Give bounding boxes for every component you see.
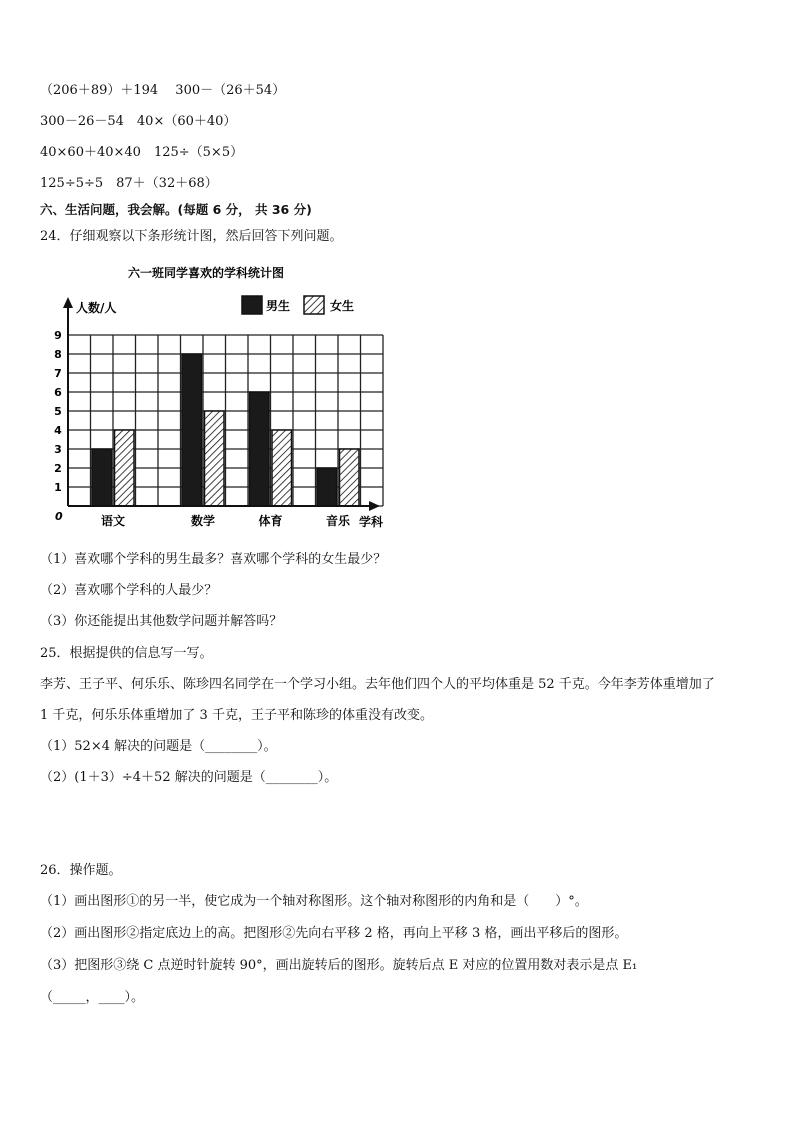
bar-boys bbox=[317, 468, 337, 506]
q25-text-line-2: 1 千克，何乐乐体重增加了 3 千克，王子平和陈珍的体重没有改变。 bbox=[40, 708, 433, 723]
q24-question-1: （1）喜欢哪个学科的男生最多？喜欢哪个学科的女生最少？ bbox=[40, 552, 387, 567]
q24-title: 24．仔细观察以下条形统计图，然后回答下列问题。 bbox=[40, 229, 343, 244]
q25-question-2: （2）(1＋3）÷4＋52 解决的问题是（________）。 bbox=[40, 770, 338, 785]
q24-question-2: （2）喜欢哪个学科的人最少？ bbox=[40, 583, 218, 598]
q25-text-line-1: 李芳、王子平、何乐乐、陈珍四名同学在一个学习小组。去年他们四个人的平均体重是 52 千克。今年李芳体重增加了 bbox=[40, 677, 715, 692]
y-tick-label: 4 bbox=[54, 424, 62, 437]
exercise-line-4: 125÷5÷5 87＋（32＋68） bbox=[40, 176, 218, 191]
y-tick-label: 7 bbox=[54, 367, 62, 380]
q24-question-3: （3）你还能提出其他数学问题并解答吗？ bbox=[40, 614, 283, 629]
x-axis-label: 学科 bbox=[359, 515, 384, 529]
q26-item-2: （2）画出图形②指定底边上的高。把图形②先向右平移 2 格，再向上平移 3 格，画出平移后的图形。 bbox=[40, 926, 628, 941]
y-axis-label: 人数/人 bbox=[76, 301, 117, 315]
q25-title: 25．根据提供的信息写一写。 bbox=[40, 646, 213, 661]
bar-chart bbox=[36, 262, 396, 534]
bar-boys bbox=[250, 392, 270, 506]
q26-title: 26．操作题。 bbox=[40, 863, 122, 878]
exercise-line-2: 300－26－54 40×（60＋40） bbox=[40, 114, 237, 129]
legend-swatch-girls bbox=[304, 296, 324, 314]
section-6-heading: 六、生活问题，我会解。(每题 6 分， 共 36 分) bbox=[40, 202, 312, 217]
q26-item-3: （3）把图形③绕 C 点逆时针旋转 90°，画出旋转后的图形。旋转后点 E 对应的位置用数对表示是点 E₁ bbox=[40, 958, 638, 973]
bar-chart-svg bbox=[36, 262, 396, 534]
chart-title: 六一班同学喜欢的学科统计图 bbox=[127, 266, 285, 280]
bar-boys bbox=[92, 449, 112, 506]
x-axis-arrow bbox=[369, 501, 380, 511]
y-tick-label: 2 bbox=[54, 462, 62, 475]
bar-girls bbox=[340, 449, 360, 506]
y-tick-label: 9 bbox=[54, 329, 62, 342]
y-tick-label: 8 bbox=[54, 348, 62, 361]
exercise-line-3: 40×60＋40×40 125÷（5×5） bbox=[40, 145, 244, 160]
y-axis-arrow bbox=[63, 297, 73, 308]
y-tick-label: 1 bbox=[54, 481, 62, 494]
origin-label: 0 bbox=[55, 510, 63, 523]
x-tick-label: 体育 bbox=[258, 514, 283, 528]
x-tick-label: 语文 bbox=[100, 514, 126, 528]
y-tick-label: 6 bbox=[54, 386, 62, 399]
exercise-line-1: （206＋89）＋194 300－（26＋54） bbox=[40, 83, 286, 98]
q26-item-1: （1）画出图形①的另一半，使它成为一个轴对称图形。这个轴对称图形的内角和是（ ）°。 bbox=[40, 894, 588, 909]
bar-girls bbox=[272, 430, 292, 506]
bar-boys bbox=[182, 354, 202, 506]
x-tick-label: 音乐 bbox=[325, 514, 351, 528]
q26-item-4: （_____，____）。 bbox=[40, 990, 145, 1005]
y-tick-label: 3 bbox=[54, 443, 62, 456]
bar-girls bbox=[115, 430, 135, 506]
q25-question-1: （1）52×4 解决的问题是（________）。 bbox=[40, 739, 277, 754]
legend-label-boys: 男生 bbox=[266, 299, 291, 313]
x-tick-label: 数学 bbox=[190, 514, 216, 528]
legend-swatch-boys bbox=[242, 296, 262, 314]
y-tick-label: 5 bbox=[54, 405, 62, 418]
bar-girls bbox=[205, 411, 225, 506]
legend-label-girls: 女生 bbox=[330, 299, 355, 313]
